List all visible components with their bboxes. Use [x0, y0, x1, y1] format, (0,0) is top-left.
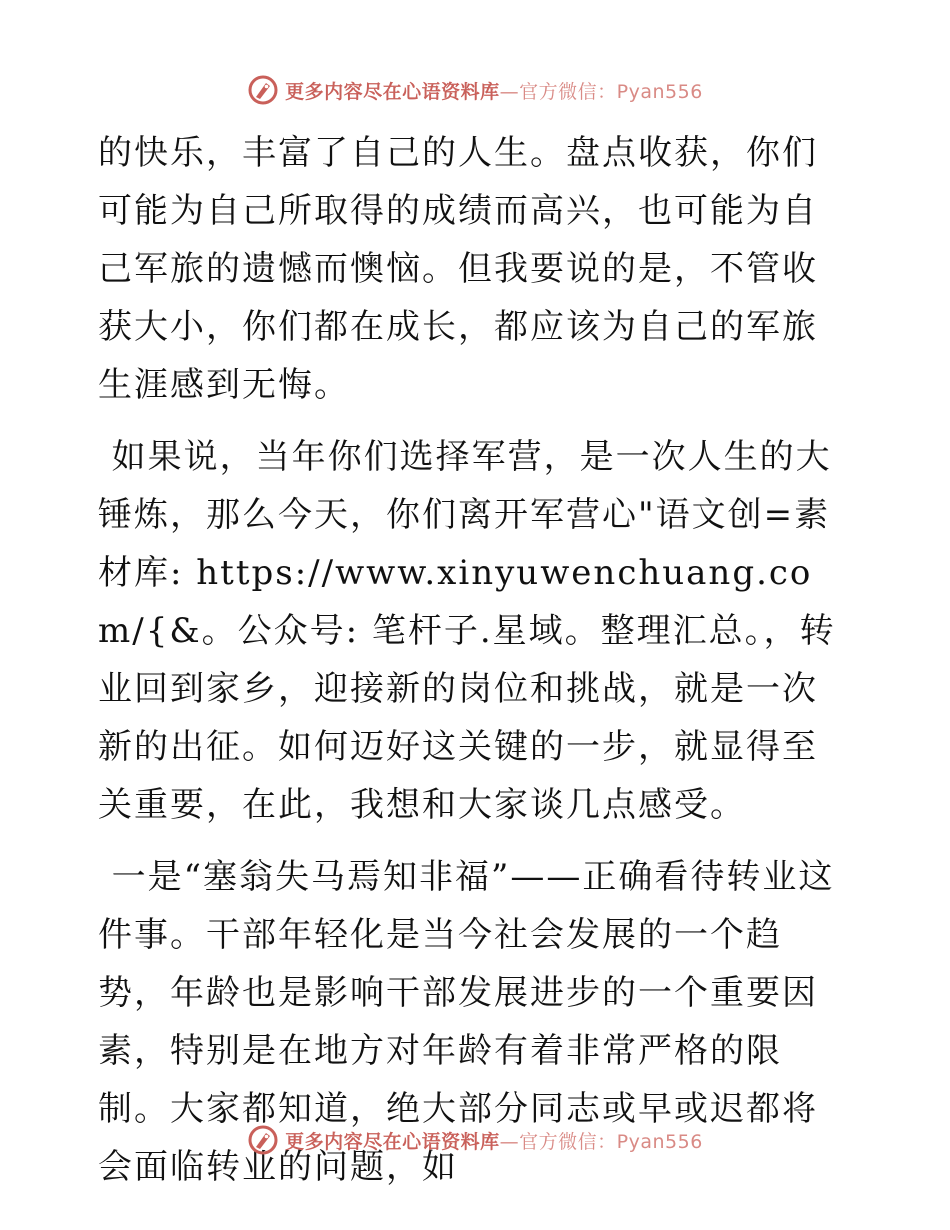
footer-wechat: —官方微信：Pyan556 [499, 1130, 703, 1153]
paragraph-1: 的快乐，丰富了自己的人生。盘点收获，你们可能为自己所取得的成绩而高兴，也可能为自己军旅的遗憾而懊恼。但我要说的是，不管收获大小，你们都在成长，都应该为自己的军旅生涯感到无悔。 [98, 133, 818, 405]
header-wechat: —官方微信：Pyan556 [499, 80, 703, 103]
footer-banner [0, 1120, 950, 1160]
document-body [98, 124, 850, 1210]
paragraph-3: 一是“塞翁失马焉知非福”——正确看待转业这件事。干部年轻化是当今社会发展的一个趋势，年龄也是影响干部发展进步的一个重要因素，特别是在地方对年龄有着非常严格的限制。大家都知道，绝大部分同志或早或迟都将会面临转业的问题，如 [98, 857, 835, 1187]
header-banner [0, 70, 950, 110]
paragraph-2: 如果说，当年你们选择军营，是一次人生的大锤炼，那么今天，你们离开军营心"语文创=素材库: https://www.xinyuwenchuang.com/{&。公众号: 笔杆子.星域。整理汇总。，转业回到家乡，迎接新的岗位和挑战，就是一次新的出征。如何迈好这关键的一步，就显得至关重要，在此，我想和大家谈几点感受。 [98, 437, 836, 825]
header-text [285, 77, 703, 104]
footer-text [285, 1127, 703, 1154]
header-brand: 更多内容尽在心语资料库 [285, 80, 500, 103]
pen-nib-logo-icon [247, 1124, 279, 1156]
pen-nib-logo-icon [247, 74, 279, 106]
footer-brand: 更多内容尽在心语资料库 [285, 1130, 500, 1153]
